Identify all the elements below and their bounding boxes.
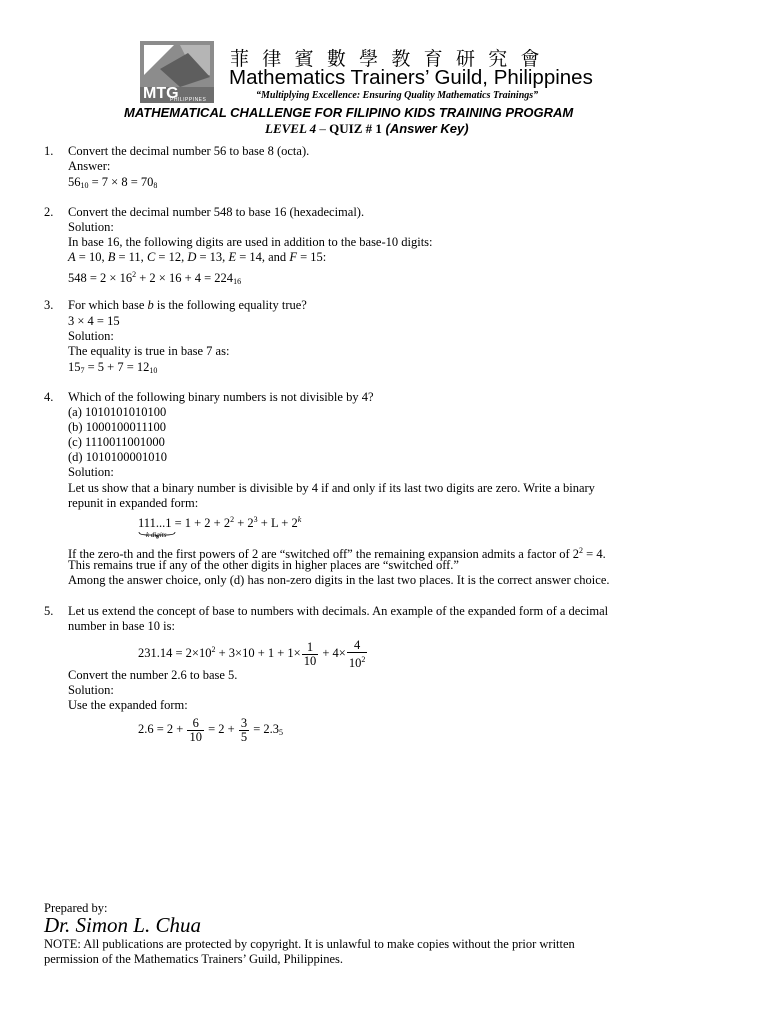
q2-eq-a: 548 = 2 × 16 [68,271,133,285]
logo-subtext: PHILIPPINES [170,97,207,103]
copyright-note-line1: NOTE: All publications are protected by copyright. It is unlawful to make copies without the prior written [44,937,575,951]
q1-equation [68,175,157,193]
dash: – [316,121,330,136]
q3-text-a: For which base [68,298,148,312]
logo-text: MTG [143,85,179,102]
q5-eq2-a: 2.6 = 2 + [138,722,187,736]
q1-eq-a: 56 [68,175,81,189]
frac-numerator: 1 [302,641,319,655]
q5-line-convert: Convert the number 2.6 to base 5. [68,668,238,682]
org-name: Mathematics Trainers’ Guild, Philippines [229,66,593,89]
q5-eq2-b: = 2 + [204,722,238,736]
q1-eq-b: = 7 × 8 = 70 [88,175,154,189]
q4-formula-a: 111...1 = 1 + 2 + 2 [138,516,231,530]
q4-line5: Among the answer choice, only (d) has non-zero digits in the last two places. It is the correct answer choice. [68,573,610,587]
q5-eq1-frac2 [347,639,368,670]
q2-text: Convert the decimal number 548 to base 16 (hexadecimal). [68,205,365,219]
q4-formula-sup2: 2 [230,515,235,524]
digit-e-val: = 14, and [236,250,290,264]
q5-text2: number in base 10 is: [68,619,175,633]
frac-denominator [347,653,368,670]
quiz-heading [265,121,469,137]
frac-numerator: 4 [347,639,368,653]
answer-key-label: (Answer Key) [381,121,469,136]
digit-f-val: = 15: [296,250,327,264]
q2-eq-b: + 2 × 16 + 4 = 224 [136,271,234,285]
frac-den-sup: 2 [361,654,366,664]
q4-option-d: (d) 1010100001010 [68,450,167,464]
q4-formula-c: + L + 2 [257,516,298,530]
q4-line3-a: If the zero-th and the first powers of 2 are “switched off” the remaining expansion admits a factor of 2 [68,547,580,561]
q4-line3-b: = 4. [583,547,606,561]
q1-number: 1. [44,144,54,158]
q4-option-c: (c) 1110011001000 [68,435,165,449]
frac-den-base: 10 [348,655,362,670]
q4-formula-supk: k [297,515,302,524]
q4-formula-sup3: 3 [253,515,258,524]
q3-solution-label: Solution: [68,329,114,343]
q4-line3-sup: 2 [579,546,584,555]
digit-e: E [228,250,237,264]
q3-equation [68,360,157,378]
q5-eq2-c: = 2.3 [250,722,280,736]
q2-solution-label: Solution: [68,220,114,234]
q3-eq-b: = 5 + 7 = 12 [84,360,150,374]
q5-eq1-c: + 4× [319,646,346,660]
q2-line1: In base 16, the following digits are used in addition to the base-10 digits: [68,235,433,249]
q5-eq1-frac1 [302,641,319,668]
q3-eq-b-sub: 10 [149,366,158,375]
q4-number: 4. [44,390,54,404]
q5-eq2-frac2 [239,717,249,744]
digit-d-val: = 13, [196,250,229,264]
digit-a-val: = 10, [75,250,108,264]
q1-eq-a-sub: 10 [80,181,89,190]
q5-line-use: Use the expanded form: [68,698,188,712]
q4-line4: This remains true if any of the other digits in higher places are “switched off.” [68,558,459,572]
q4-line2: repunit in expanded form: [68,496,199,510]
q5-eq1-b: + 3×10 + 1 + 1× [215,646,301,660]
signature: Dr. Simon L. Chua [44,913,201,937]
program-title: MATHEMATICAL CHALLENGE FOR FILIPINO KIDS TRAINING PROGRAM [124,105,574,120]
frac-numerator: 3 [240,715,248,730]
q3-number: 3. [44,298,54,312]
q5-eq1-a: 231.14 = 2×10 [138,646,212,660]
q3-eq-a-sub: 7 [80,366,85,375]
q3-eq-a: 15 [68,360,81,374]
q5-equation2 [138,715,283,747]
q1-answer-label: Answer: [68,159,111,173]
copyright-note-line2: permission of the Mathematics Trainers’ Guild, Philippines. [44,952,344,966]
level-label: LEVEL 4 [265,121,317,136]
q3-text-b: is the following equality true? [153,298,307,312]
q5-eq2-frac1 [187,717,204,744]
prepared-by: Prepared by: [44,901,108,915]
frac-denominator: 10 [303,653,317,668]
q4-solution-label: Solution: [68,465,114,479]
q2-equation [68,267,241,289]
q5-eq1-sup: 2 [211,645,216,654]
q4-option-a: (a) 1010101010100 [68,405,167,419]
q3-equality: 3 × 4 = 15 [68,314,120,328]
q4-option-b: (b) 1000100011100 [68,420,167,434]
q2-digits [68,250,326,265]
digit-d: D [187,250,197,264]
logo [140,41,214,103]
chinese-title: 菲 律 賓 數 學 教 育 研 究 會 [230,49,544,70]
digit-b-val: = 11, [115,250,147,264]
q2-eq-a-sup: 2 [132,270,137,279]
q3-line1: The equality is true in base 7 as: [68,344,230,358]
q2-number: 2. [44,205,54,219]
q3-var: b [147,298,154,312]
q3-text [68,298,307,313]
frac-numerator: 6 [187,717,204,731]
q1-text: Convert the decimal number 56 to base 8 (octa). [68,144,310,158]
q5-eq2-sub: 5 [279,728,284,737]
digit-b: B [107,250,116,264]
q2-eq-b-sub: 16 [233,277,242,286]
q1-eq-b-sub: 8 [153,181,158,190]
q5-number: 5. [44,604,54,618]
tagline: “Multiplying Excellence: Ensuring Quality Mathematics Trainings” [256,90,539,101]
quiz-label: QUIZ # 1 [329,121,382,136]
q4-text: Which of the following binary numbers is not divisible by 4? [68,390,374,404]
digit-c-val: = 12, [155,250,188,264]
q4-formula-b: + 2 [234,516,254,530]
digit-c: C [146,250,156,264]
frac-denominator: 10 [189,729,202,744]
q5-text1: Let us extend the concept of base to numbers with decimals. An example of the expanded form of a decimal [68,604,609,618]
digit-f: F [289,250,297,264]
frac-denominator: 5 [240,729,248,744]
q4-line1: Let us show that a binary number is divisible by 4 if and only if its last two digits are zero. Write a binary [68,481,595,495]
digit-a: A [68,250,76,264]
q5-solution-label: Solution: [68,683,114,697]
q5-equation1 [138,636,368,670]
q4-formula-under: k digits [146,531,167,539]
